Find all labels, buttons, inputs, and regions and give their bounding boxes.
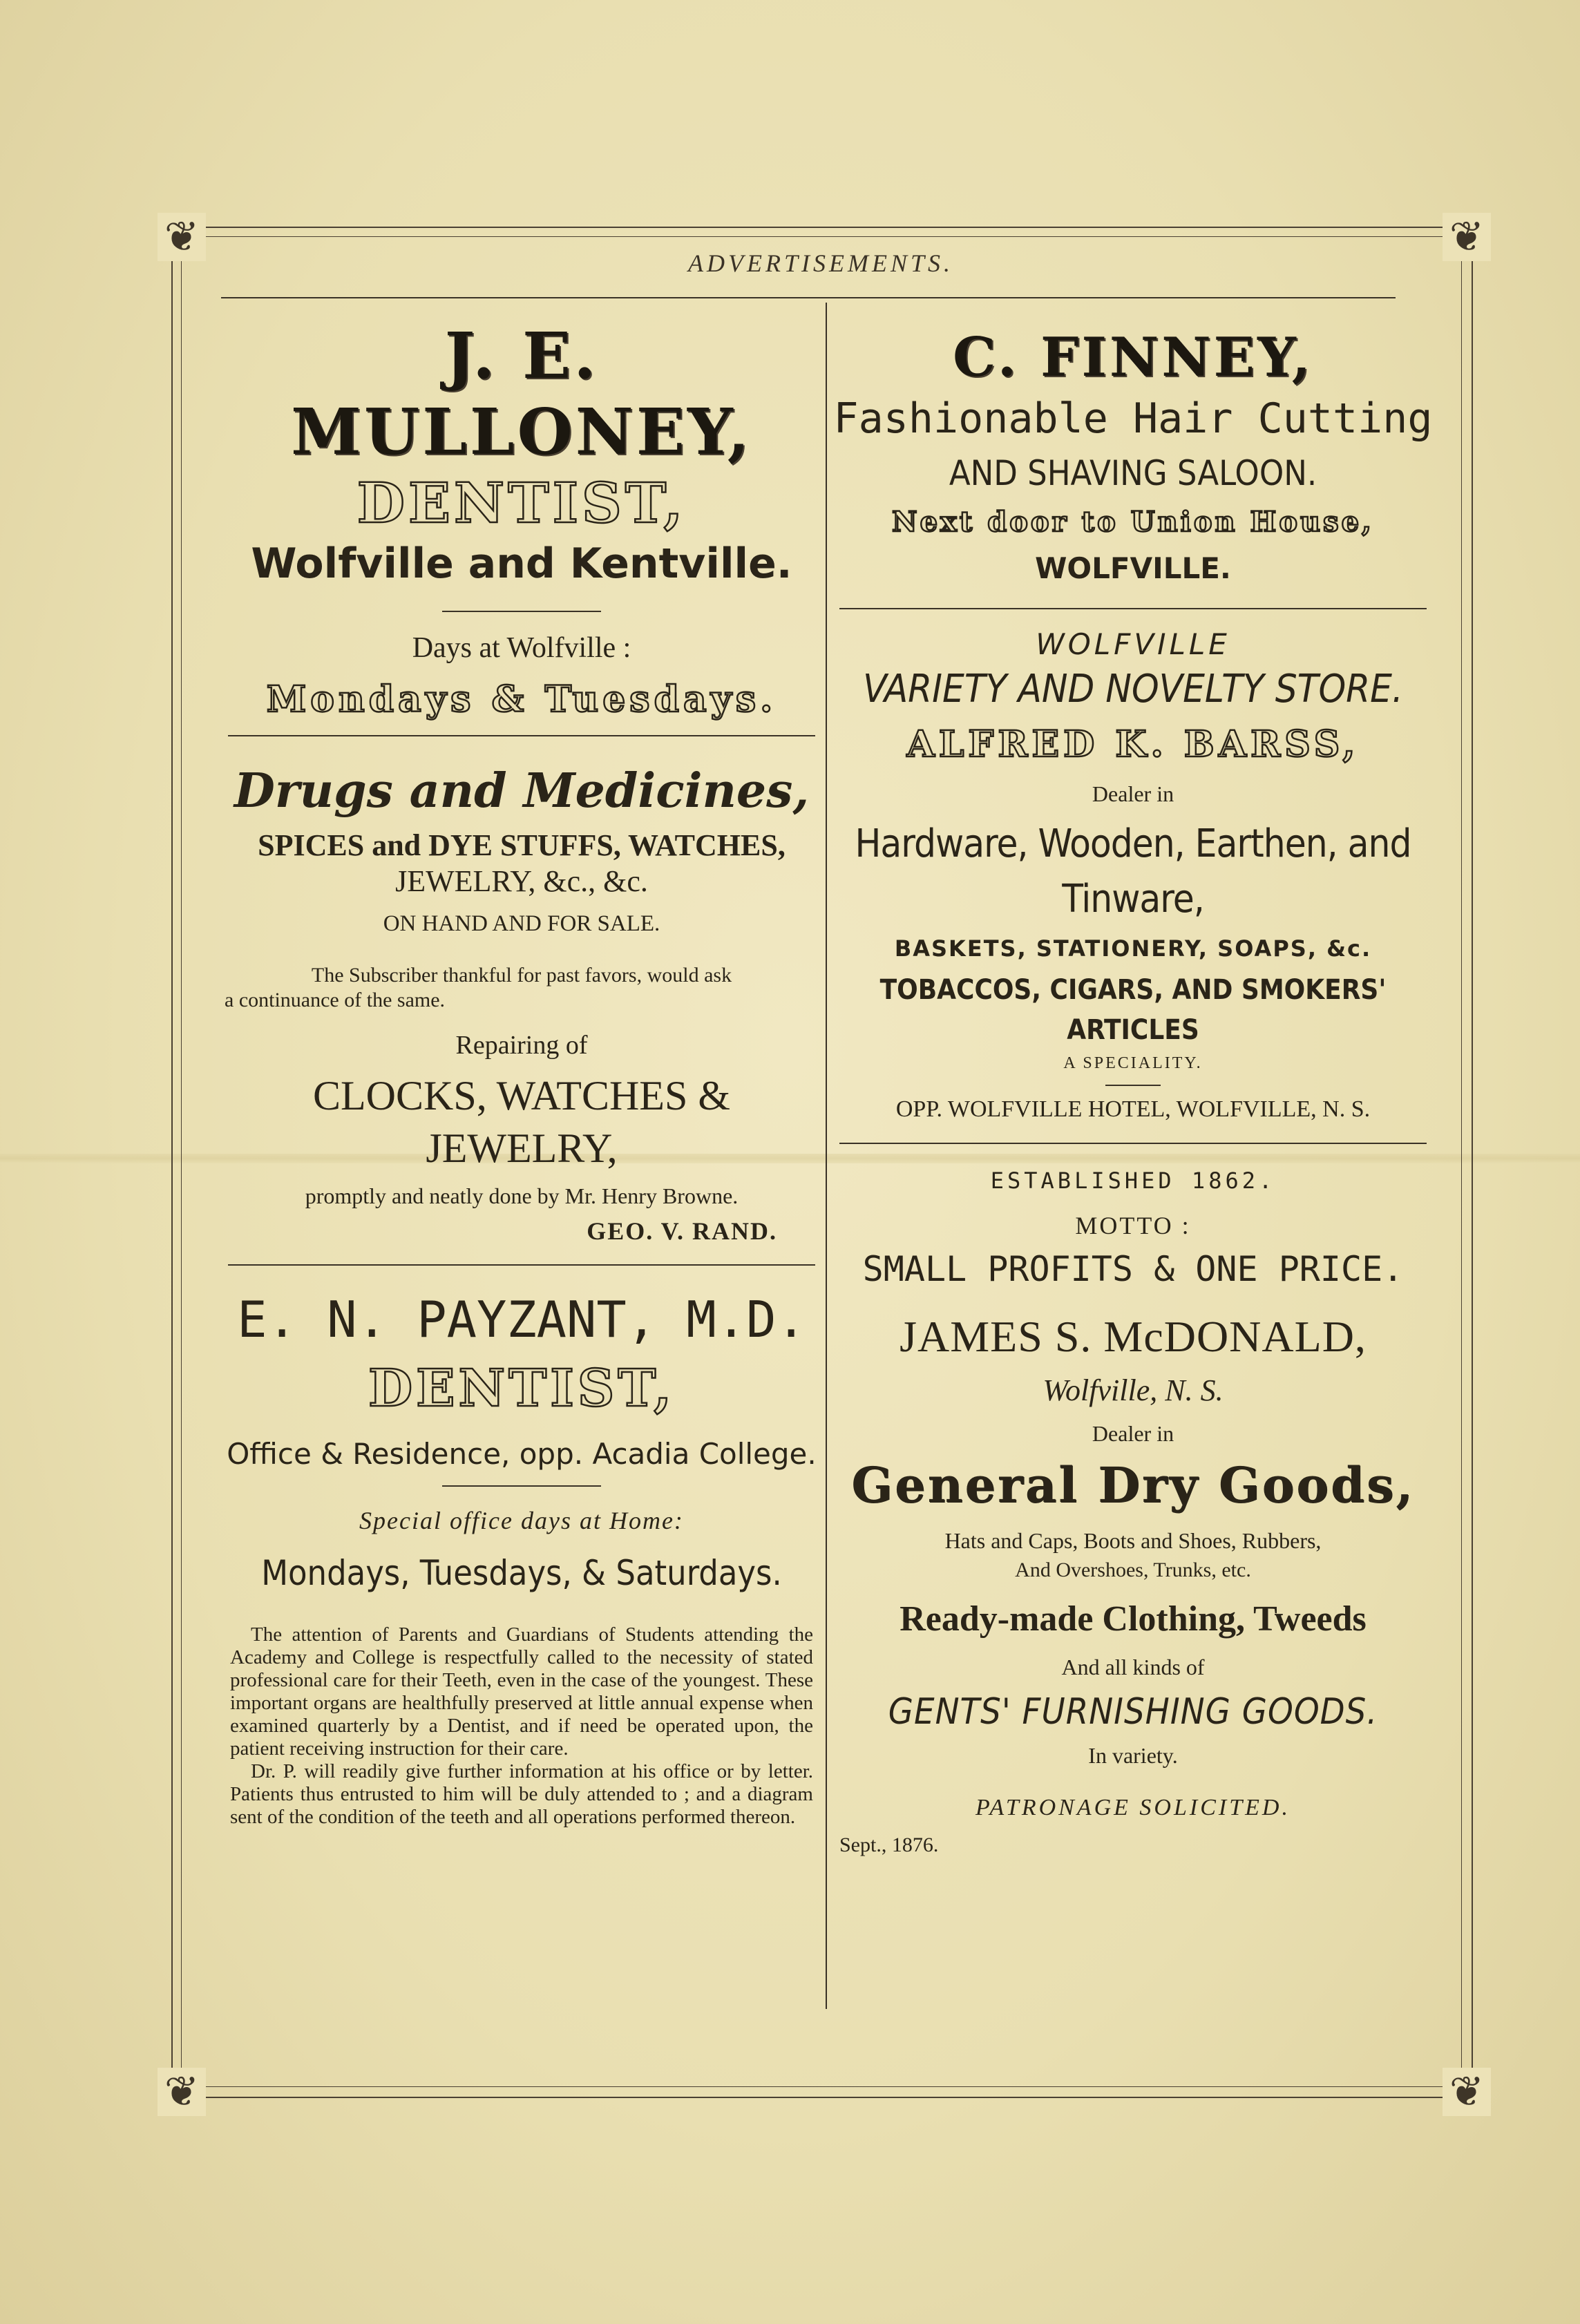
mulloney-days-intro: Days at Wolfville :	[412, 632, 631, 664]
header-rule	[221, 297, 1396, 298]
corner-ornament-icon: ❦	[158, 213, 206, 261]
barss-address: OPP. WOLFVILLE HOTEL, WOLFVILLE, N. S.	[895, 1096, 1371, 1122]
barss-store: VARIETY AND NOVELTY STORE.	[863, 667, 1403, 712]
mcdonald-date: Sept., 1876.	[839, 1834, 939, 1856]
barss-ad	[832, 625, 1434, 1126]
rand-repairing: Repairing of	[455, 1031, 588, 1060]
payzant-office: Office & Residence, opp. Acadia College.	[227, 1437, 817, 1471]
mcdonald-goods: General Dry Goods,	[851, 1456, 1415, 1514]
barss-name: ALFRED K. BARSS,	[906, 723, 1360, 765]
corner-ornament-icon: ❦	[1443, 213, 1491, 261]
rand-repair-items: CLOCKS, WATCHES & JEWELRY,	[313, 1073, 730, 1171]
rule	[839, 1143, 1427, 1144]
finney-line2: AND SHAVING SALOON.	[949, 453, 1317, 493]
corner-ornament-icon: ❦	[158, 2068, 206, 2116]
mcdonald-ad	[832, 1165, 1434, 1860]
payzant-profession: DENTIST,	[368, 1359, 676, 1418]
rand-thanks-line2: a continuance of the same.	[225, 989, 446, 1011]
rule	[228, 1264, 815, 1266]
payzant-paragraph: Dr. P. will readily give further information at his office or by letter. Patients thus entrusted to him will be duly attended to ; and a diagram sent of the condition of the teeth and all operations performed thereon.	[230, 1760, 813, 1828]
right-column	[832, 304, 1434, 1860]
rule	[1105, 1085, 1161, 1086]
mcdonald-items1: Hats and Caps, Boots and Shoes, Rubbers,	[944, 1528, 1322, 1553]
payzant-days: Mondays, Tuesdays, & Saturdays.	[261, 1553, 782, 1593]
mcdonald-clothing: Ready-made Clothing, Tweeds	[900, 1599, 1367, 1639]
finney-town: WOLFVILLE.	[1035, 551, 1231, 585]
rand-items-line2: JEWELRY, &c., &c.	[395, 864, 648, 898]
finney-next-door: Next door to Union House,	[892, 506, 1374, 538]
mcdonald-town: Wolfville, N. S.	[1043, 1373, 1224, 1407]
rand-ad	[225, 760, 819, 1248]
finney-line1: Fashionable Hair Cutting	[833, 394, 1433, 443]
rule	[442, 1485, 601, 1487]
rand-repair-by: promptly and neatly done by Mr. Henry Browne.	[305, 1183, 739, 1208]
rule	[839, 608, 1427, 609]
rand-thanks-line1: The Subscriber thankful for past favors, would ask	[311, 964, 732, 987]
rule	[228, 735, 815, 736]
rand-items-line1: SPICES and DYE STUFFS, WATCHES,	[258, 828, 786, 862]
rand-heading: Drugs and Medicines,	[234, 763, 810, 819]
mcdonald-dealer: Dealer in	[1092, 1421, 1174, 1446]
corner-ornament-icon: ❦	[1443, 2068, 1491, 2116]
barss-goods: Hardware, Wooden, Earthen, and Tinware,	[855, 821, 1411, 922]
column-divider	[826, 303, 827, 2009]
barss-town: WOLFVILLE	[1036, 627, 1230, 661]
payzant-ad	[225, 1286, 819, 1829]
mcdonald-motto-label: MOTTO :	[1075, 1212, 1191, 1239]
barss-goods2: BASKETS, STATIONERY, SOAPS, &c.	[894, 935, 1372, 962]
mcdonald-motto: SMALL PROFITS & ONE PRICE.	[862, 1249, 1404, 1289]
mcdonald-kinds: And all kinds of	[1061, 1655, 1205, 1679]
payzant-name: E. N. PAYZANT, M.D.	[237, 1290, 806, 1349]
left-column	[225, 304, 819, 1829]
rand-on-hand: ON HAND AND FOR SALE.	[383, 911, 660, 936]
rand-signature: GEO. V. RAND.	[587, 1217, 777, 1245]
mcdonald-patronage: PATRONAGE SOLICITED.	[975, 1795, 1291, 1820]
mulloney-name: J. E. MULLONEY,	[291, 318, 752, 469]
barss-dealer: Dealer in	[1092, 781, 1174, 806]
mulloney-ad	[225, 318, 819, 724]
mcdonald-gents: GENTS' FURNISHING GOODS.	[888, 1691, 1378, 1733]
mcdonald-name: JAMES S. McDONALD,	[900, 1312, 1367, 1361]
mulloney-location: Wolfville and Kentville.	[251, 540, 792, 588]
payzant-paragraph: The attention of Parents and Guardians of Students attending the Academy and College is respectfully called to the necessity of stated professional care for their Teeth, even in the case of the youngest. These important organs are healthfully preserved at little annual expense when examined quarterly by a Dentist, and if need be operated upon, the patient receiving instruction for their care.	[230, 1623, 813, 1760]
mcdonald-established: ESTABLISHED 1862.	[990, 1168, 1276, 1194]
rule	[442, 611, 601, 612]
mulloney-days: Mondays & Tuesdays.	[266, 678, 777, 721]
barss-specialty: A SPECIALITY.	[1063, 1054, 1203, 1072]
finney-ad	[832, 323, 1434, 590]
payzant-special: Special office days at Home:	[359, 1507, 684, 1534]
page-header: ADVERTISEMENTS.	[688, 249, 953, 277]
mulloney-profession: DENTIST,	[356, 470, 687, 535]
mcdonald-variety: In variety.	[1088, 1743, 1178, 1768]
barss-goods3: TOBACCOS, CIGARS, AND SMOKERS' ARTICLES	[879, 974, 1387, 1046]
finney-name: C. FINNEY,	[953, 326, 1313, 389]
mcdonald-items2: And Overshoes, Trunks, etc.	[1015, 1559, 1251, 1581]
